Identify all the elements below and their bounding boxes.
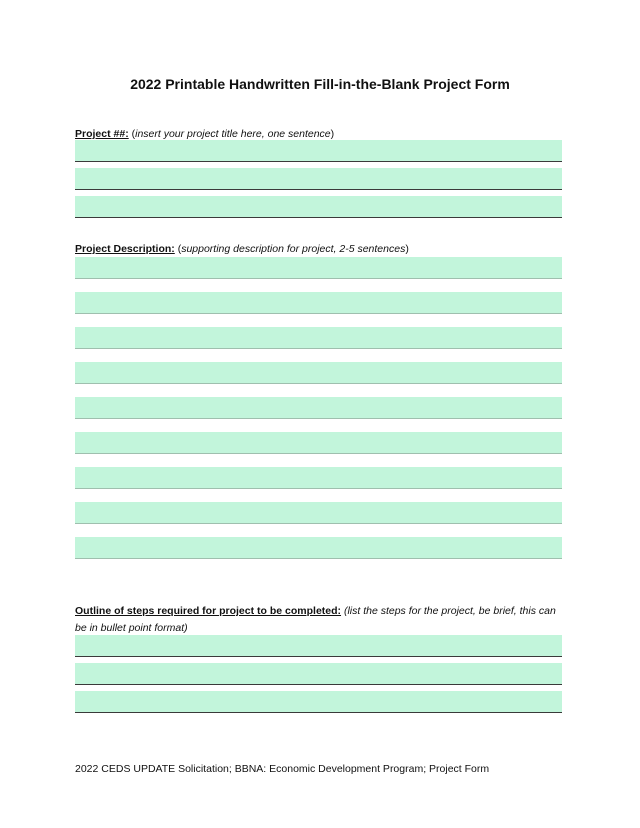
description-hint-open: ( (174, 243, 182, 255)
description-label: Project Description: (75, 243, 175, 255)
outline-label: Outline of steps required for project to be completed: (75, 605, 342, 617)
description-line-5[interactable] (75, 397, 562, 419)
outline-hint: (list the steps for the project, be brief, this can be in bullet point format) (75, 605, 556, 634)
description-line-6[interactable] (75, 432, 562, 454)
project-title-line-2[interactable] (75, 168, 562, 190)
description-line-9[interactable] (75, 537, 562, 559)
description-hint-close: ) (405, 243, 409, 255)
description-line-2[interactable] (75, 292, 562, 314)
description-line-8[interactable] (75, 502, 562, 524)
page-footer: 2022 CEDS UPDATE Solicitation; BBNA: Economic Development Program; Project Form (75, 763, 490, 775)
outline-line-1[interactable] (75, 635, 562, 657)
page-title: 2022 Printable Handwritten Fill-in-the-Blank Project Form (130, 76, 510, 92)
project-hint-close: ) (330, 128, 335, 140)
description-hint: supporting description for project, 2-5 sentences (181, 243, 406, 255)
project-title-line-1[interactable] (75, 140, 562, 162)
project-hint-open: ( (128, 128, 136, 140)
description-line-4[interactable] (75, 362, 562, 384)
description-line-1[interactable] (75, 257, 562, 279)
project-number-label: Project ##: (75, 128, 129, 140)
project-description-label (75, 241, 565, 258)
outline-line-2[interactable] (75, 663, 562, 685)
outline-line-3[interactable] (75, 691, 562, 713)
project-hint: insert your project title here, one sentence (135, 128, 331, 140)
outline-steps-label (75, 603, 565, 637)
description-line-3[interactable] (75, 327, 562, 349)
project-title-line-3[interactable] (75, 196, 562, 218)
description-line-7[interactable] (75, 467, 562, 489)
